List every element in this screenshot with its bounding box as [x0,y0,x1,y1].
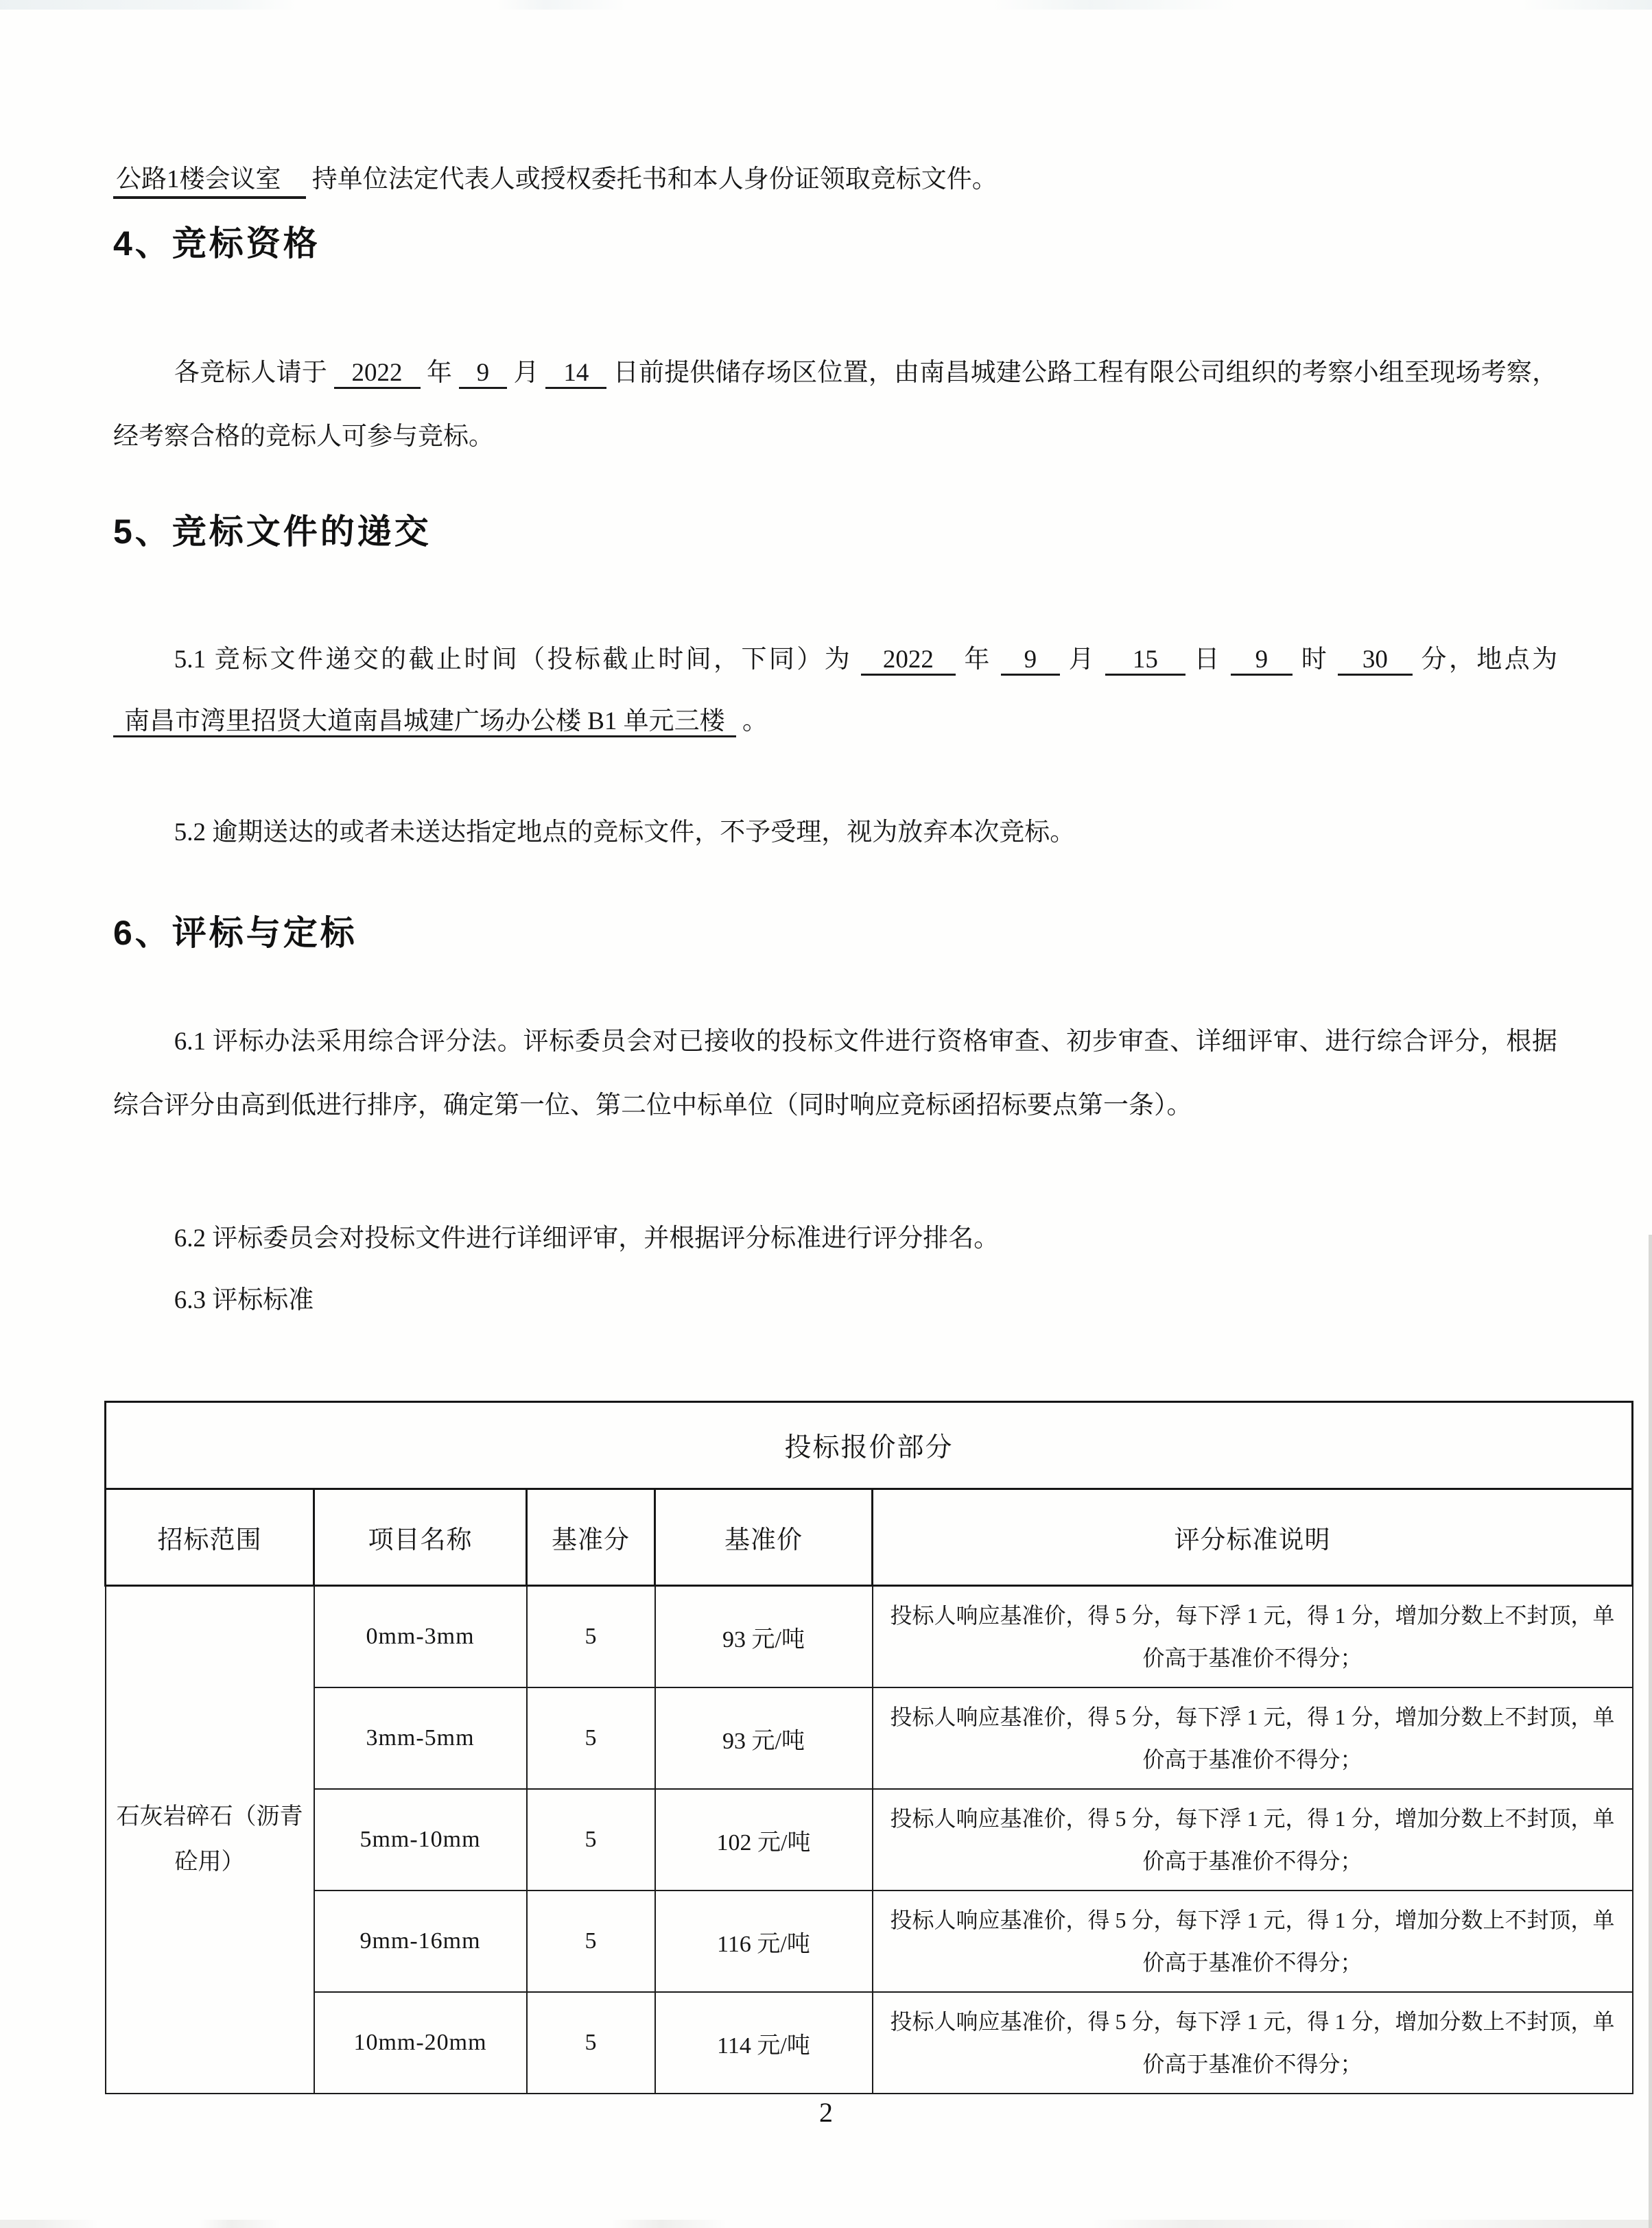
base-score-cell: 5 [527,1586,655,1688]
section5-heading: 5、竞标文件的递交 [113,512,432,551]
filled-blank-deadline-day: 15 [1105,645,1185,676]
section6-heading: 6、评标与定标 [113,914,357,952]
s4-text-3: 月 [513,359,539,387]
page-number: 2 [819,2097,833,2128]
filled-blank-deadline-month: 9 [1001,645,1061,676]
criteria-cell: 投标人响应基准价，得 5 分，每下浮 1 元，得 1 分，增加分数上不封顶，单价高于基准价不得分； [873,1687,1633,1789]
section6-1-paragraph: 6.1 评标办法采用综合评分法。评标委员会对已接收的投标文件进行资格审查、初步审查、详细评审、进行综合评分，根据综合评分由高到低进行排序，确定第一位、第二位中标单位（同时响应竞标函招标要点第一条）。 [113,1028,1557,1119]
intro-paragraph [113,147,1557,211]
base-score-cell: 5 [527,1789,655,1891]
section4-heading: 4、竞标资格 [113,224,320,263]
criteria-cell: 投标人响应基准价，得 5 分，每下浮 1 元，得 1 分，增加分数上不封顶，单价高于基准价不得分； [873,1789,1633,1891]
table-row [106,1789,1633,1891]
table-row [106,1687,1633,1789]
s51-text-7: 。 [742,707,768,735]
table-row [106,1891,1633,1992]
criteria-cell: 投标人响应基准价，得 5 分，每下浮 1 元，得 1 分，增加分数上不封顶，单价高于基准价不得分； [873,1586,1633,1688]
base-price-cell: 116 元/吨 [655,1891,873,1992]
s51-text-4: 日 [1194,645,1222,674]
table-title: 投标报价部分 [106,1402,1633,1489]
item-name-cell: 10mm-20mm [314,1992,527,2094]
item-name-cell: 5mm-10mm [314,1789,527,1891]
base-score-cell: 5 [527,1992,655,2094]
base-price-cell: 102 元/吨 [655,1789,873,1891]
section6-3-paragraph: 6.3 评标标准 [174,1286,314,1314]
table-row [106,1586,1633,1688]
filled-blank-deadline-hour: 9 [1231,645,1293,676]
filled-blank-day: 14 [545,359,606,389]
base-price-cell: 93 元/吨 [655,1586,873,1688]
item-name-cell: 3mm-5mm [314,1687,527,1789]
section4-paragraph [113,341,1557,469]
base-score-cell: 5 [527,1687,655,1789]
col-header-criteria: 评分标准说明 [873,1489,1633,1586]
filled-blank-month: 9 [459,359,508,389]
filled-blank-year: 2022 [334,359,421,389]
col-header-item-name: 项目名称 [314,1489,527,1586]
intro-text: 持单位法定代表人或授权委托书和本人身份证领取竞标文件。 [311,165,998,193]
col-header-base-price: 基准价 [655,1489,873,1586]
bid-price-evaluation-table [104,1401,1633,2094]
table-row [106,1992,1633,2094]
filled-blank-address: 南昌市湾里招贤大道南昌城建广场办公楼 B1 单元三楼 [113,707,736,737]
scan-artifact-top [0,0,1652,10]
s51-text-3: 月 [1068,645,1097,674]
s51-text-5: 时 [1301,645,1330,674]
section6-2-paragraph: 6.2 评标委员会对投标文件进行详细评审，并根据评分标准进行评分排名。 [174,1224,1000,1253]
criteria-cell: 投标人响应基准价，得 5 分，每下浮 1 元，得 1 分，增加分数上不封顶，单价高于基准价不得分； [873,1891,1633,1992]
section5-1-paragraph [113,629,1557,752]
item-name-cell: 9mm-16mm [314,1891,527,1992]
col-header-scope: 招标范围 [106,1489,314,1586]
scan-artifact-right-edge [1649,1235,1652,2228]
filled-blank-pickup-location: 公路1楼会议室 [113,165,306,199]
s51-text-6: 分，地点为 [1421,645,1558,674]
s4-text-2: 年 [426,359,453,387]
s51-text-2: 年 [964,645,992,674]
s4-text-4: 日前提供储存场区位置，由南昌城建公路工程有限公司组织的考察小组至现场考察，经考察合格的竞标人可参与竞标。 [113,359,1558,451]
criteria-cell: 投标人响应基准价，得 5 分，每下浮 1 元，得 1 分，增加分数上不封顶，单价高于基准价不得分； [873,1992,1633,2094]
section5-2-paragraph: 5.2 逾期送达的或者未送达指定地点的竞标文件，不予受理，视为放弃本次竞标。 [174,818,1076,846]
base-price-cell: 114 元/吨 [655,1992,873,2094]
s51-text-1: 5.1 竞标文件递交的截止时间（投标截止时间，下同）为 [174,645,853,674]
base-price-cell: 93 元/吨 [655,1687,873,1789]
base-score-cell: 5 [527,1891,655,1992]
scan-artifact-bottom [0,2220,1652,2228]
s4-text-1: 各竞标人请于 [174,359,328,387]
filled-blank-deadline-year: 2022 [861,645,956,676]
filled-blank-deadline-minute: 30 [1338,645,1413,676]
item-name-cell: 0mm-3mm [314,1586,527,1688]
col-header-base-score: 基准分 [527,1489,655,1586]
scope-cell: 石灰岩碎石（沥青砼用） [106,1586,314,2094]
